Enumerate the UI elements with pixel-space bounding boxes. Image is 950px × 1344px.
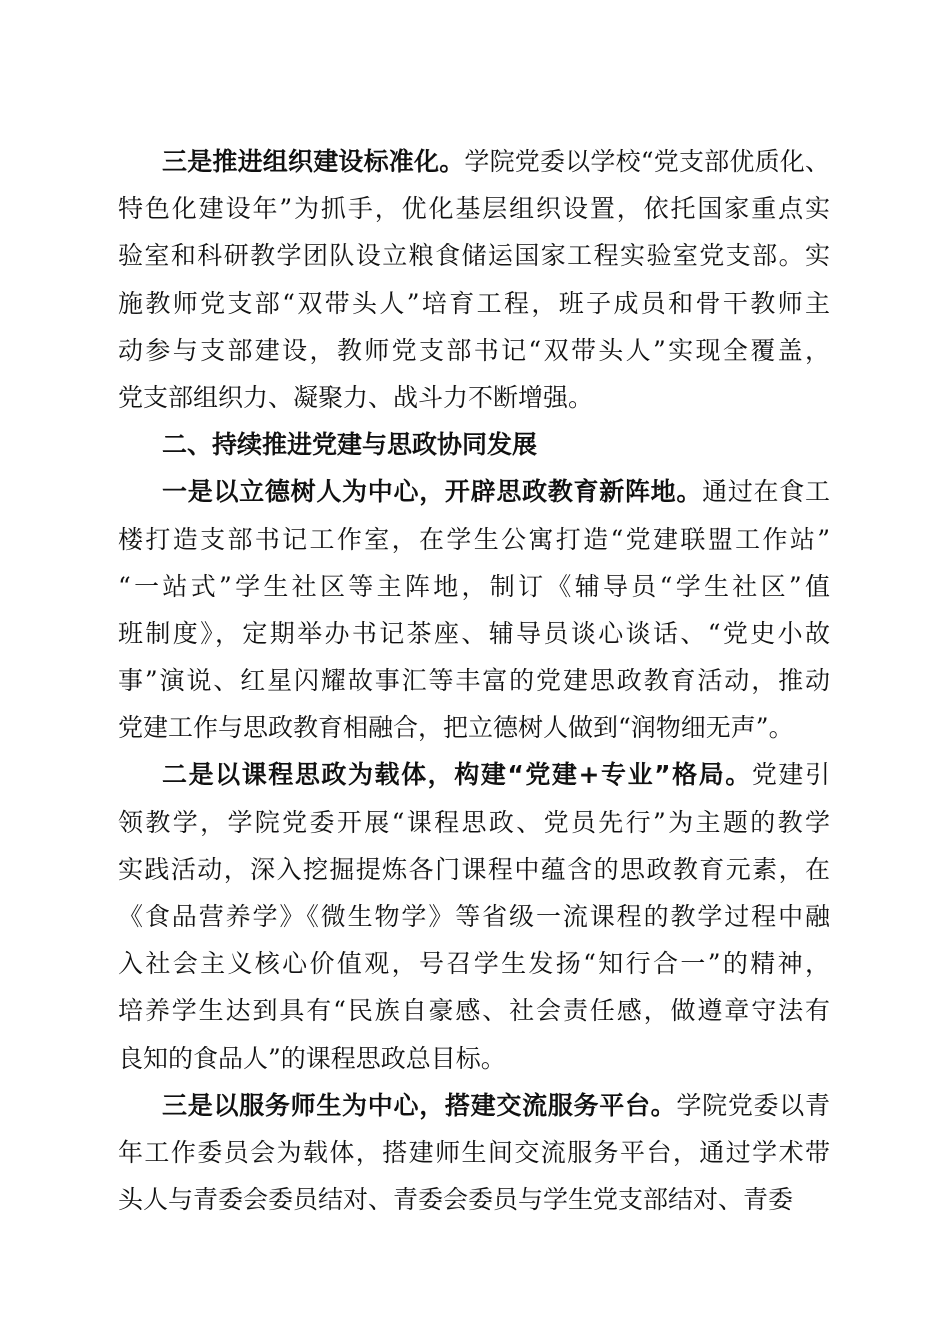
line-text: 头人与青委会委员结对、青委会委员与学生党支部结对、青委	[118, 1185, 794, 1215]
line-text: 良知的食品人”的课程思政总目标。	[118, 1043, 506, 1073]
line-text: 通过在食工	[702, 477, 830, 507]
text-line	[118, 516, 830, 563]
text-line	[118, 846, 830, 893]
line-text: 党支部组织力、凝聚力、战斗力不断增强。	[118, 382, 594, 412]
document-body	[118, 138, 830, 1223]
text-line	[118, 232, 830, 279]
line-text: “一站式”学生社区等主阵地，制订《辅导员“学生社区”值	[118, 571, 830, 601]
line-text: 党建引	[751, 760, 830, 790]
section-heading	[118, 421, 830, 468]
line-text: 特色化建设年”为抓手，优化基层组织设置，依托国家重点实	[118, 194, 830, 224]
paragraph	[118, 138, 830, 421]
text-line	[118, 327, 830, 374]
text-line	[118, 751, 830, 798]
text-line	[118, 421, 830, 468]
line-text: 党建工作与思政教育相融合，把立德树人做到“润物细无声”。	[118, 713, 794, 743]
text-line	[118, 940, 830, 987]
line-text: 班制度》，定期举办书记茶座、辅导员谈心谈话、“党史小故	[118, 618, 830, 648]
text-line	[118, 704, 830, 751]
line-text: 验室和科研教学团队设立粮食储运国家工程实验室党支部。实	[118, 241, 830, 271]
text-line	[118, 563, 830, 610]
line-text: 施教师党支部“双带头人”培育工程，班子成员和骨干教师主	[118, 288, 830, 318]
line-text: 动参与支部建设，教师党支部书记“双带头人”实现全覆盖，	[118, 335, 830, 365]
lead-sentence: 二是以课程思政为载体，构建“党建+专业”格局。	[162, 760, 752, 790]
line-text: 实践活动，深入挖掘提炼各门课程中蕴含的思政教育元素，在	[118, 854, 830, 884]
text-line	[118, 1129, 830, 1176]
text-line	[118, 987, 830, 1034]
lead-sentence: 三是以服务师生为中心，搭建交流服务平台。	[162, 1090, 677, 1120]
line-text: 学院党委以青	[676, 1090, 830, 1120]
text-line	[118, 280, 830, 327]
line-text: 事”演说、红星闪耀故事汇等丰富的党建思政教育活动，推动	[118, 666, 830, 696]
text-line	[118, 893, 830, 940]
text-line	[118, 138, 830, 185]
text-line	[118, 1082, 830, 1129]
line-text: 学院党委以学校“党支部优质化、	[464, 147, 830, 176]
line-text: 入社会主义核心价值观，号召学生发扬“知行合一”的精神，	[118, 949, 830, 979]
text-line	[118, 1176, 830, 1223]
line-text: 年工作委员会为载体，搭建师生间交流服务平台，通过学术带	[118, 1137, 830, 1167]
paragraph	[118, 751, 830, 1081]
text-line	[118, 610, 830, 657]
line-text: 领教学，学院党委开展“课程思政、党员先行”为主题的教学	[118, 807, 830, 837]
lead-sentence: 一是以立德树人为中心，开辟思政教育新阵地。	[162, 477, 703, 507]
line-text: 二、持续推进党建与思政协同发展	[162, 430, 538, 460]
text-line	[118, 468, 830, 515]
paragraph	[118, 468, 830, 751]
line-text: 楼打造支部书记工作室，在学生公寓打造“党建联盟工作站”	[118, 524, 830, 554]
line-text: 《食品营养学》《微生物学》等省级一流课程的教学过程中融	[118, 902, 830, 931]
line-text: 培养学生达到具有“民族自豪感、社会责任感，做遵章守法有	[118, 996, 830, 1026]
text-line	[118, 374, 830, 421]
paragraph	[118, 1082, 830, 1224]
text-line	[118, 185, 830, 232]
text-line	[118, 1035, 830, 1082]
lead-sentence: 三是推进组织建设标准化。	[162, 147, 465, 176]
text-line	[118, 657, 830, 704]
text-line	[118, 799, 830, 846]
